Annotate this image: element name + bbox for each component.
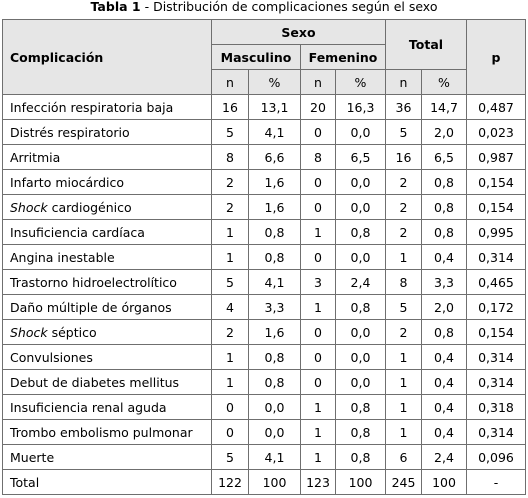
p-value-cell: 0,154 xyxy=(467,320,526,345)
masc-pct-cell: 0,0 xyxy=(249,420,301,445)
total-pct-cell: 6,5 xyxy=(422,145,467,170)
masc-pct-cell: 0,0 xyxy=(249,395,301,420)
fem-pct-cell: 0,8 xyxy=(336,445,386,470)
p-value-cell: 0,154 xyxy=(467,170,526,195)
fem-pct-cell: 0,8 xyxy=(336,395,386,420)
fem-pct-cell: 0,8 xyxy=(336,420,386,445)
total-n-cell: 2 xyxy=(386,320,422,345)
fem-pct-cell: 0,8 xyxy=(336,295,386,320)
fem-n-cell: 123 xyxy=(301,470,336,495)
total-n-cell: 1 xyxy=(386,420,422,445)
header-femenino: Femenino xyxy=(301,45,386,70)
fem-n-cell: 0 xyxy=(301,370,336,395)
complication-label: cardiogénico xyxy=(47,199,132,215)
total-n-cell: 2 xyxy=(386,170,422,195)
complication-label: Angina inestable xyxy=(10,249,115,265)
fem-n-cell: 1 xyxy=(301,420,336,445)
masc-n-cell: 1 xyxy=(212,245,249,270)
fem-n-cell: 0 xyxy=(301,120,336,145)
fem-pct-cell: 16,3 xyxy=(336,95,386,120)
table-row xyxy=(3,195,526,220)
masc-n-cell: 0 xyxy=(212,395,249,420)
table-row xyxy=(3,345,526,370)
table-row xyxy=(3,395,526,420)
header-t-pct: % xyxy=(422,70,467,95)
total-pct-cell: 0,4 xyxy=(422,395,467,420)
total-pct-cell: 3,3 xyxy=(422,270,467,295)
total-n-cell: 1 xyxy=(386,345,422,370)
p-value-cell: 0,154 xyxy=(467,195,526,220)
masc-pct-cell: 4,1 xyxy=(249,445,301,470)
masc-pct-cell: 0,8 xyxy=(249,220,301,245)
header-p: p xyxy=(467,20,526,95)
complications-table xyxy=(2,19,526,495)
total-pct-cell: 2,0 xyxy=(422,120,467,145)
fem-n-cell: 1 xyxy=(301,220,336,245)
complication-italic: Shock xyxy=(10,324,48,340)
p-value-cell: 0,987 xyxy=(467,145,526,170)
complication-label: Trastorno hidroelectrolítico xyxy=(10,274,177,290)
total-pct-cell: 0,4 xyxy=(422,345,467,370)
masc-n-cell: 1 xyxy=(212,370,249,395)
complication-cell xyxy=(3,395,212,420)
masc-n-cell: 2 xyxy=(212,195,249,220)
fem-n-cell: 0 xyxy=(301,170,336,195)
p-value-cell: 0,995 xyxy=(467,220,526,245)
total-n-cell: 16 xyxy=(386,145,422,170)
total-pct-cell: 0,8 xyxy=(422,195,467,220)
masc-n-cell: 16 xyxy=(212,95,249,120)
masc-pct-cell: 1,6 xyxy=(249,170,301,195)
total-n-cell: 6 xyxy=(386,445,422,470)
masc-n-cell: 4 xyxy=(212,295,249,320)
complication-cell xyxy=(3,370,212,395)
masc-n-cell: 1 xyxy=(212,345,249,370)
total-pct-cell: 2,4 xyxy=(422,445,467,470)
masc-n-cell: 5 xyxy=(212,120,249,145)
p-value-cell: 0,314 xyxy=(467,245,526,270)
complication-cell xyxy=(3,120,212,145)
complication-cell xyxy=(3,95,212,120)
fem-n-cell: 0 xyxy=(301,245,336,270)
total-pct-cell: 0,8 xyxy=(422,320,467,345)
total-pct-cell: 0,4 xyxy=(422,370,467,395)
total-n-cell: 36 xyxy=(386,95,422,120)
total-n-cell: 2 xyxy=(386,195,422,220)
masc-n-cell: 5 xyxy=(212,270,249,295)
table-row xyxy=(3,270,526,295)
complication-cell xyxy=(3,420,212,445)
fem-pct-cell: 0,0 xyxy=(336,245,386,270)
fem-n-cell: 1 xyxy=(301,295,336,320)
fem-n-cell: 0 xyxy=(301,320,336,345)
total-pct-cell: 2,0 xyxy=(422,295,467,320)
table-row xyxy=(3,95,526,120)
fem-n-cell: 1 xyxy=(301,395,336,420)
masc-pct-cell: 3,3 xyxy=(249,295,301,320)
fem-pct-cell: 0,0 xyxy=(336,320,386,345)
header-total: Total xyxy=(386,20,467,70)
header-m-pct: % xyxy=(249,70,301,95)
fem-pct-cell: 6,5 xyxy=(336,145,386,170)
p-value-cell: 0,465 xyxy=(467,270,526,295)
masc-pct-cell: 1,6 xyxy=(249,320,301,345)
p-value-cell: 0,172 xyxy=(467,295,526,320)
header-complicacion: Complicación xyxy=(3,20,212,95)
total-pct-cell: 0,8 xyxy=(422,170,467,195)
complication-label: Arritmia xyxy=(10,149,61,165)
p-value-cell: - xyxy=(467,470,526,495)
table-row xyxy=(3,170,526,195)
table-caption xyxy=(0,0,528,18)
p-value-cell: 0,314 xyxy=(467,370,526,395)
header-masculino: Masculino xyxy=(212,45,301,70)
complication-cell xyxy=(3,295,212,320)
complication-label: Daño múltiple de órganos xyxy=(10,299,172,315)
complication-label: Convulsiones xyxy=(10,349,93,365)
total-n-cell: 1 xyxy=(386,395,422,420)
fem-pct-cell: 0,0 xyxy=(336,345,386,370)
p-value-cell: 0,318 xyxy=(467,395,526,420)
fem-n-cell: 1 xyxy=(301,445,336,470)
table-row xyxy=(3,295,526,320)
total-pct-cell: 14,7 xyxy=(422,95,467,120)
caption-dash: - xyxy=(140,0,154,14)
total-pct-cell: 100 xyxy=(422,470,467,495)
total-n-cell: 5 xyxy=(386,295,422,320)
caption-label: Tabla 1 xyxy=(90,0,141,14)
table-row xyxy=(3,220,526,245)
total-n-cell: 8 xyxy=(386,270,422,295)
fem-pct-cell: 0,0 xyxy=(336,370,386,395)
total-n-cell: 245 xyxy=(386,470,422,495)
fem-n-cell: 0 xyxy=(301,345,336,370)
table-row xyxy=(3,320,526,345)
fem-pct-cell: 0,0 xyxy=(336,195,386,220)
masc-pct-cell: 0,8 xyxy=(249,345,301,370)
complication-cell xyxy=(3,320,212,345)
masc-pct-cell: 4,1 xyxy=(249,270,301,295)
header-row-1 xyxy=(3,20,526,45)
masc-n-cell: 122 xyxy=(212,470,249,495)
complication-label: Debut de diabetes mellitus xyxy=(10,374,180,390)
complication-cell xyxy=(3,145,212,170)
complication-cell xyxy=(3,470,212,495)
fem-n-cell: 20 xyxy=(301,95,336,120)
complication-cell xyxy=(3,445,212,470)
complication-cell xyxy=(3,195,212,220)
fem-pct-cell: 100 xyxy=(336,470,386,495)
masc-n-cell: 2 xyxy=(212,320,249,345)
table-row xyxy=(3,145,526,170)
p-value-cell: 0,314 xyxy=(467,345,526,370)
p-value-cell: 0,487 xyxy=(467,95,526,120)
fem-pct-cell: 0,8 xyxy=(336,220,386,245)
masc-pct-cell: 100 xyxy=(249,470,301,495)
masc-pct-cell: 0,8 xyxy=(249,370,301,395)
complication-cell xyxy=(3,245,212,270)
complication-label: Insuficiencia renal aguda xyxy=(10,399,167,415)
complication-cell xyxy=(3,220,212,245)
total-n-cell: 5 xyxy=(386,120,422,145)
total-n-cell: 2 xyxy=(386,220,422,245)
masc-pct-cell: 6,6 xyxy=(249,145,301,170)
masc-n-cell: 8 xyxy=(212,145,249,170)
table-row xyxy=(3,445,526,470)
caption-text: Distribución de complicaciones según el sexo xyxy=(153,0,438,14)
fem-pct-cell: 2,4 xyxy=(336,270,386,295)
fem-n-cell: 0 xyxy=(301,195,336,220)
complication-cell xyxy=(3,345,212,370)
complication-cell xyxy=(3,270,212,295)
masc-pct-cell: 0,8 xyxy=(249,245,301,270)
table-row xyxy=(3,420,526,445)
complication-italic: Shock xyxy=(10,199,48,215)
complication-label: Total xyxy=(10,474,40,490)
header-f-pct: % xyxy=(336,70,386,95)
complication-cell xyxy=(3,170,212,195)
table-row xyxy=(3,120,526,145)
complication-label: Insuficiencia cardíaca xyxy=(10,224,145,240)
header-sexo: Sexo xyxy=(212,20,386,45)
masc-pct-cell: 13,1 xyxy=(249,95,301,120)
header-m-n: n xyxy=(212,70,249,95)
total-n-cell: 1 xyxy=(386,245,422,270)
complication-label: séptico xyxy=(47,324,97,340)
masc-n-cell: 5 xyxy=(212,445,249,470)
total-pct-cell: 0,8 xyxy=(422,220,467,245)
fem-n-cell: 3 xyxy=(301,270,336,295)
header-f-n: n xyxy=(301,70,336,95)
complication-label: Muerte xyxy=(10,449,55,465)
complication-label: Trombo embolismo pulmonar xyxy=(10,424,193,440)
total-n-cell: 1 xyxy=(386,370,422,395)
masc-pct-cell: 4,1 xyxy=(249,120,301,145)
table-row xyxy=(3,470,526,495)
complication-label: Infección respiratoria baja xyxy=(10,99,174,115)
complication-label: Infarto miocárdico xyxy=(10,174,125,190)
table-row xyxy=(3,245,526,270)
p-value-cell: 0,096 xyxy=(467,445,526,470)
complication-label: Distrés respiratorio xyxy=(10,124,130,140)
total-pct-cell: 0,4 xyxy=(422,420,467,445)
masc-n-cell: 2 xyxy=(212,170,249,195)
masc-n-cell: 1 xyxy=(212,220,249,245)
table-row xyxy=(3,370,526,395)
p-value-cell: 0,023 xyxy=(467,120,526,145)
p-value-cell: 0,314 xyxy=(467,420,526,445)
total-pct-cell: 0,4 xyxy=(422,245,467,270)
fem-pct-cell: 0,0 xyxy=(336,120,386,145)
masc-n-cell: 0 xyxy=(212,420,249,445)
fem-pct-cell: 0,0 xyxy=(336,170,386,195)
fem-n-cell: 8 xyxy=(301,145,336,170)
header-t-n: n xyxy=(386,70,422,95)
masc-pct-cell: 1,6 xyxy=(249,195,301,220)
